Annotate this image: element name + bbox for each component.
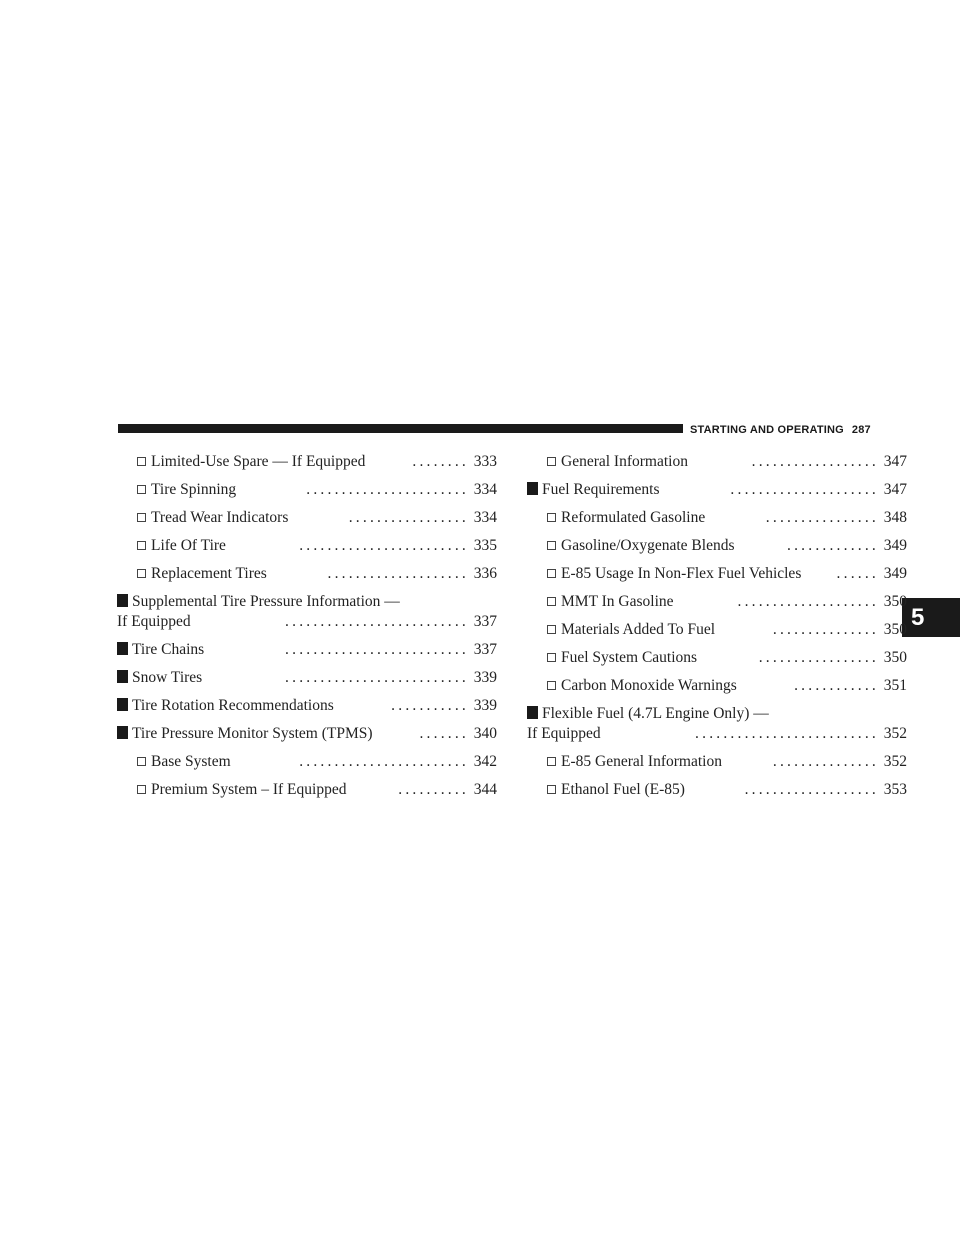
dot-leader: .......................... xyxy=(285,613,469,630)
toc-entry-page: 349 xyxy=(883,537,907,554)
toc-entry-label-continued: If Equipped xyxy=(527,725,601,742)
toc-entry-flexible-fuel[interactable] xyxy=(527,704,907,744)
toc-entry-gasoline-oxygenate-blends[interactable] xyxy=(527,536,907,556)
toc-entry-label: Tire Chains xyxy=(132,641,205,658)
toc-entry-label: Tire Rotation Recommendations xyxy=(132,697,334,714)
toc-entry-page: 334 xyxy=(473,481,497,498)
dot-leader: ................. xyxy=(758,649,879,666)
toc-entry-page: 349 xyxy=(883,565,907,582)
toc-entry-page: 337 xyxy=(473,613,497,630)
hollow-square-bullet-icon xyxy=(547,597,556,606)
solid-square-bullet-icon xyxy=(117,726,128,739)
solid-square-bullet-icon xyxy=(527,482,538,495)
dot-leader: ........... xyxy=(391,697,469,714)
toc-entry-label: Tire Pressure Monitor System (TPMS) xyxy=(132,725,373,742)
hollow-square-bullet-icon xyxy=(137,485,146,494)
hollow-square-bullet-icon xyxy=(137,513,146,522)
solid-square-bullet-icon xyxy=(527,706,538,719)
toc-entry-reformulated-gasoline[interactable] xyxy=(527,508,907,528)
toc-entry-tire-rotation[interactable] xyxy=(117,696,497,716)
hollow-square-bullet-icon xyxy=(137,457,146,466)
solid-square-bullet-icon xyxy=(117,698,128,711)
toc-entry-label: Fuel Requirements xyxy=(542,481,660,498)
toc-entry-label: Supplemental Tire Pressure Information — xyxy=(132,593,400,610)
dot-leader: ............... xyxy=(772,621,879,638)
toc-entry-label: Replacement Tires xyxy=(151,565,267,582)
toc-entry-page: 340 xyxy=(473,725,497,742)
dot-leader: .................. xyxy=(751,453,879,470)
solid-square-bullet-icon xyxy=(117,594,128,607)
toc-entry-page: 351 xyxy=(883,677,907,694)
hollow-square-bullet-icon xyxy=(137,757,146,766)
toc-entry-snow-tires[interactable] xyxy=(117,668,497,688)
toc-entry-tpms[interactable] xyxy=(117,724,497,744)
section-title: STARTING AND OPERATING xyxy=(690,424,844,436)
hollow-square-bullet-icon xyxy=(137,569,146,578)
dot-leader: ................ xyxy=(765,509,879,526)
toc-entry-label: Materials Added To Fuel xyxy=(561,621,716,638)
toc-entry-label: Life Of Tire xyxy=(151,537,226,554)
toc-entry-label: E-85 Usage In Non-Flex Fuel Vehicles xyxy=(561,565,802,582)
toc-entry-label: Ethanol Fuel (E-85) xyxy=(561,781,685,798)
toc-entry-page: 352 xyxy=(883,725,907,742)
toc-entry-label: Limited-Use Spare — If Equipped xyxy=(151,453,366,470)
toc-entry-label: Reformulated Gasoline xyxy=(561,509,706,526)
dot-leader: ....................... xyxy=(306,481,469,498)
hollow-square-bullet-icon xyxy=(547,569,556,578)
toc-entry-label: Base System xyxy=(151,753,231,770)
solid-square-bullet-icon xyxy=(117,670,128,683)
toc-entry-page: 333 xyxy=(473,453,497,470)
toc-entry-page: 344 xyxy=(473,781,497,798)
dot-leader: .......... xyxy=(398,781,469,798)
dot-leader: ........ xyxy=(412,453,469,470)
toc-entry-premium-system[interactable] xyxy=(117,780,497,800)
toc-entry-fuel-system-cautions[interactable] xyxy=(527,648,907,668)
hollow-square-bullet-icon xyxy=(547,513,556,522)
toc-entry-page: 336 xyxy=(473,565,497,582)
toc-entry-carbon-monoxide-warnings[interactable] xyxy=(527,676,907,696)
hollow-square-bullet-icon xyxy=(547,681,556,690)
toc-entry-page: 353 xyxy=(883,781,907,798)
toc-entry-label: Tire Spinning xyxy=(151,481,237,498)
toc-entry-label: Flexible Fuel (4.7L Engine Only) — xyxy=(542,705,769,722)
toc-entry-supplemental-tire-pressure[interactable] xyxy=(117,592,497,632)
toc-entry-label: Carbon Monoxide Warnings xyxy=(561,677,737,694)
toc-entry-base-system[interactable] xyxy=(117,752,497,772)
toc-entry-label-continued: If Equipped xyxy=(117,613,191,630)
toc-entry-ethanol-fuel[interactable] xyxy=(527,780,907,800)
toc-entry-limited-use-spare[interactable] xyxy=(117,452,497,472)
toc-entry-tire-chains[interactable] xyxy=(117,640,497,660)
toc-entry-label: MMT In Gasoline xyxy=(561,593,674,610)
dot-leader: ................. xyxy=(348,509,469,526)
toc-entry-page: 342 xyxy=(473,753,497,770)
hollow-square-bullet-icon xyxy=(547,457,556,466)
hollow-square-bullet-icon xyxy=(547,757,556,766)
toc-entry-page: 350 xyxy=(883,649,907,666)
toc-entry-label: General Information xyxy=(561,453,688,470)
dot-leader: ..................... xyxy=(730,481,879,498)
toc-entry-mmt-in-gasoline[interactable] xyxy=(527,592,907,612)
dot-leader: ............ xyxy=(794,677,879,694)
toc-entry-page: 339 xyxy=(473,697,497,714)
dot-leader: ....... xyxy=(419,725,469,742)
dot-leader: ...... xyxy=(836,565,879,582)
hollow-square-bullet-icon xyxy=(547,785,556,794)
toc-entry-label: Tread Wear Indicators xyxy=(151,509,289,526)
dot-leader: ............... xyxy=(772,753,879,770)
dot-leader: .................... xyxy=(737,593,879,610)
running-header xyxy=(690,422,871,438)
toc-entry-fuel-requirements[interactable] xyxy=(527,480,907,500)
toc-entry-life-of-tire[interactable] xyxy=(117,536,497,556)
toc-entry-label: Premium System – If Equipped xyxy=(151,781,347,798)
toc-entry-page: 350 xyxy=(883,593,907,610)
header-page-number: 287 xyxy=(851,424,871,436)
toc-entry-label: E-85 General Information xyxy=(561,753,722,770)
toc-entry-page: 352 xyxy=(883,753,907,770)
dot-leader: .................... xyxy=(327,565,469,582)
dot-leader: ................... xyxy=(744,781,879,798)
toc-entry-page: 347 xyxy=(883,481,907,498)
dot-leader: ........................ xyxy=(299,537,469,554)
toc-entry-label: Snow Tires xyxy=(132,669,203,686)
toc-entry-tread-wear-indicators[interactable] xyxy=(117,508,497,528)
dot-leader: .......................... xyxy=(285,641,469,658)
hollow-square-bullet-icon xyxy=(137,541,146,550)
toc-entry-page: 339 xyxy=(473,669,497,686)
toc-entry-label: Gasoline/Oxygenate Blends xyxy=(561,537,735,554)
toc-entry-page: 348 xyxy=(883,509,907,526)
dot-leader: .......................... xyxy=(695,725,879,742)
hollow-square-bullet-icon xyxy=(137,785,146,794)
toc-entry-page: 347 xyxy=(883,453,907,470)
toc-entry-label: Fuel System Cautions xyxy=(561,649,698,666)
toc-entry-page: 335 xyxy=(473,537,497,554)
dot-leader: .......................... xyxy=(285,669,469,686)
toc-entry-replacement-tires[interactable] xyxy=(117,564,497,584)
hollow-square-bullet-icon xyxy=(547,653,556,662)
toc-entry-e85-general-information[interactable] xyxy=(527,752,907,772)
solid-square-bullet-icon xyxy=(117,642,128,655)
toc-entry-materials-added-to-fuel[interactable] xyxy=(527,620,907,640)
toc-entry-e85-non-flex[interactable] xyxy=(527,564,907,584)
chapter-tab: 5 xyxy=(902,598,960,637)
toc-entry-page: 350 xyxy=(883,621,907,638)
dot-leader: ........................ xyxy=(299,753,469,770)
toc-entry-page: 334 xyxy=(473,509,497,526)
header-rule xyxy=(118,424,683,433)
toc-entry-general-information[interactable] xyxy=(527,452,907,472)
hollow-square-bullet-icon xyxy=(547,541,556,550)
toc-entry-tire-spinning[interactable] xyxy=(117,480,497,500)
dot-leader: ............. xyxy=(787,537,879,554)
toc-entry-page: 337 xyxy=(473,641,497,658)
hollow-square-bullet-icon xyxy=(547,625,556,634)
